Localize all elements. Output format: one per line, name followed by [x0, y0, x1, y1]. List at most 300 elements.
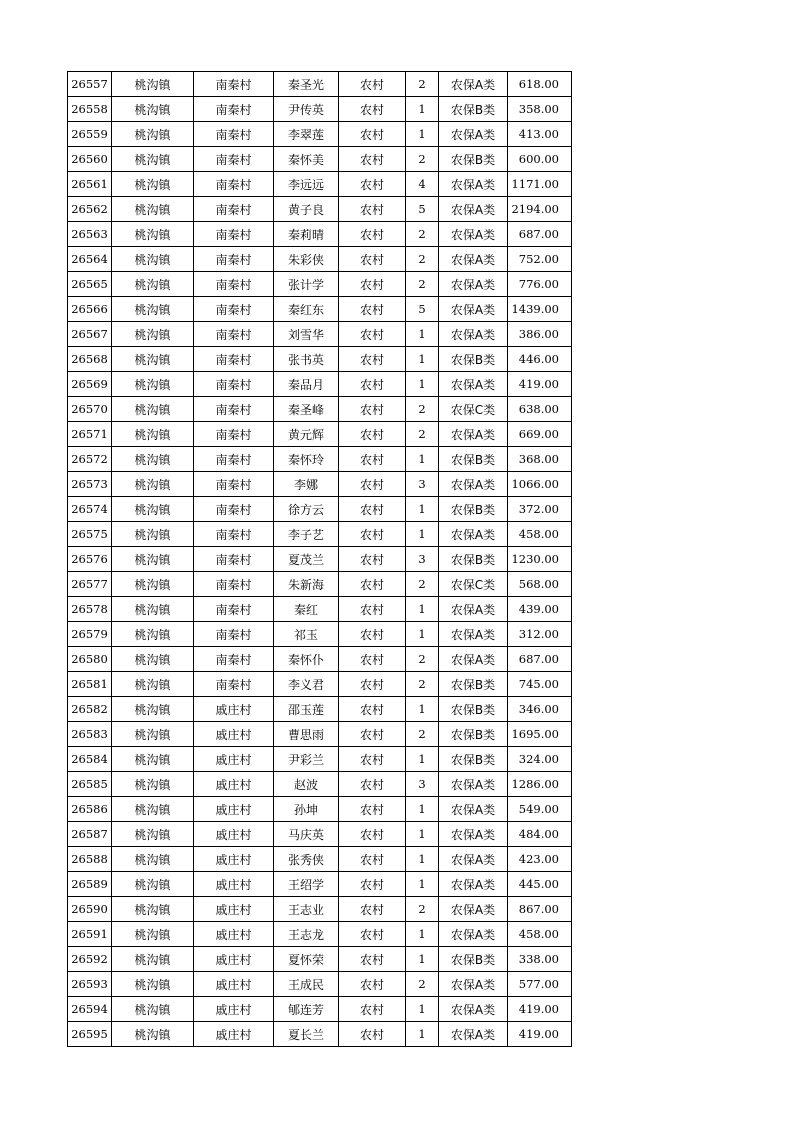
- village-cell: 南秦村: [194, 322, 274, 347]
- member-count-cell: 1: [406, 922, 439, 947]
- name-cell: 郇连芳: [274, 997, 339, 1022]
- town-cell: 桃沟镇: [112, 547, 194, 572]
- town-cell: 桃沟镇: [112, 97, 194, 122]
- amount-cell: 312.00: [508, 622, 572, 647]
- household-type-cell: 农村: [339, 997, 406, 1022]
- amount-cell: 419.00: [508, 1022, 572, 1047]
- village-cell: 南秦村: [194, 472, 274, 497]
- insurance-category-cell: 农保A类: [439, 297, 508, 322]
- record-id-cell: 26561: [68, 172, 112, 197]
- name-cell: 李娜: [274, 472, 339, 497]
- table-row: [68, 722, 572, 747]
- name-cell: 邵玉莲: [274, 697, 339, 722]
- name-cell: 李义君: [274, 672, 339, 697]
- household-type-cell: 农村: [339, 422, 406, 447]
- town-cell: 桃沟镇: [112, 672, 194, 697]
- member-count-cell: 2: [406, 672, 439, 697]
- insurance-category-cell: 农保B类: [439, 722, 508, 747]
- village-cell: 南秦村: [194, 272, 274, 297]
- table-row: [68, 122, 572, 147]
- table-row: [68, 747, 572, 772]
- table-row: [68, 297, 572, 322]
- town-cell: 桃沟镇: [112, 72, 194, 97]
- member-count-cell: 1: [406, 997, 439, 1022]
- name-cell: 秦圣光: [274, 72, 339, 97]
- amount-cell: 413.00: [508, 122, 572, 147]
- record-id-cell: 26586: [68, 797, 112, 822]
- table-row: [68, 72, 572, 97]
- amount-cell: 338.00: [508, 947, 572, 972]
- record-id-cell: 26574: [68, 497, 112, 522]
- name-cell: 王志龙: [274, 922, 339, 947]
- name-cell: 王成民: [274, 972, 339, 997]
- table-row: [68, 797, 572, 822]
- member-count-cell: 3: [406, 547, 439, 572]
- member-count-cell: 1: [406, 822, 439, 847]
- member-count-cell: 1: [406, 947, 439, 972]
- table-row: [68, 247, 572, 272]
- town-cell: 桃沟镇: [112, 422, 194, 447]
- household-type-cell: 农村: [339, 222, 406, 247]
- household-type-cell: 农村: [339, 1022, 406, 1047]
- town-cell: 桃沟镇: [112, 572, 194, 597]
- village-cell: 南秦村: [194, 72, 274, 97]
- amount-cell: 600.00: [508, 147, 572, 172]
- record-id-cell: 26579: [68, 622, 112, 647]
- insurance-category-cell: 农保A类: [439, 322, 508, 347]
- member-count-cell: 2: [406, 897, 439, 922]
- village-cell: 南秦村: [194, 247, 274, 272]
- name-cell: 徐方云: [274, 497, 339, 522]
- household-type-cell: 农村: [339, 172, 406, 197]
- record-id-cell: 26557: [68, 72, 112, 97]
- town-cell: 桃沟镇: [112, 272, 194, 297]
- record-id-cell: 26578: [68, 597, 112, 622]
- record-id-cell: 26559: [68, 122, 112, 147]
- town-cell: 桃沟镇: [112, 522, 194, 547]
- amount-cell: 745.00: [508, 672, 572, 697]
- village-cell: 南秦村: [194, 197, 274, 222]
- name-cell: 夏茂兰: [274, 547, 339, 572]
- village-cell: 戚庄村: [194, 697, 274, 722]
- village-cell: 南秦村: [194, 647, 274, 672]
- record-id-cell: 26565: [68, 272, 112, 297]
- amount-cell: 445.00: [508, 872, 572, 897]
- town-cell: 桃沟镇: [112, 197, 194, 222]
- insurance-category-cell: 农保A类: [439, 247, 508, 272]
- record-id-cell: 26575: [68, 522, 112, 547]
- town-cell: 桃沟镇: [112, 897, 194, 922]
- amount-cell: 568.00: [508, 572, 572, 597]
- household-type-cell: 农村: [339, 622, 406, 647]
- member-count-cell: 1: [406, 597, 439, 622]
- household-type-cell: 农村: [339, 97, 406, 122]
- village-cell: 戚庄村: [194, 872, 274, 897]
- name-cell: 王志业: [274, 897, 339, 922]
- amount-cell: 638.00: [508, 397, 572, 422]
- member-count-cell: 2: [406, 72, 439, 97]
- town-cell: 桃沟镇: [112, 797, 194, 822]
- household-type-cell: 农村: [339, 972, 406, 997]
- insurance-category-cell: 农保B类: [439, 347, 508, 372]
- village-cell: 南秦村: [194, 447, 274, 472]
- member-count-cell: 1: [406, 522, 439, 547]
- town-cell: 桃沟镇: [112, 297, 194, 322]
- name-cell: 曹思雨: [274, 722, 339, 747]
- name-cell: 朱新海: [274, 572, 339, 597]
- household-type-cell: 农村: [339, 722, 406, 747]
- table-row: [68, 572, 572, 597]
- village-cell: 南秦村: [194, 172, 274, 197]
- village-cell: 南秦村: [194, 347, 274, 372]
- record-id-cell: 26569: [68, 372, 112, 397]
- record-id-cell: 26558: [68, 97, 112, 122]
- insurance-category-cell: 农保A类: [439, 222, 508, 247]
- record-id-cell: 26563: [68, 222, 112, 247]
- member-count-cell: 1: [406, 847, 439, 872]
- table-row: [68, 622, 572, 647]
- member-count-cell: 1: [406, 372, 439, 397]
- member-count-cell: 1: [406, 347, 439, 372]
- household-type-cell: 农村: [339, 672, 406, 697]
- household-type-cell: 农村: [339, 72, 406, 97]
- village-cell: 戚庄村: [194, 847, 274, 872]
- household-type-cell: 农村: [339, 647, 406, 672]
- amount-cell: 358.00: [508, 97, 572, 122]
- insurance-category-cell: 农保B类: [439, 697, 508, 722]
- name-cell: 黄元辉: [274, 422, 339, 447]
- record-id-cell: 26585: [68, 772, 112, 797]
- amount-cell: 669.00: [508, 422, 572, 447]
- member-count-cell: 2: [406, 397, 439, 422]
- insurance-category-cell: 农保B类: [439, 447, 508, 472]
- village-cell: 南秦村: [194, 597, 274, 622]
- record-id-cell: 26595: [68, 1022, 112, 1047]
- town-cell: 桃沟镇: [112, 922, 194, 947]
- member-count-cell: 1: [406, 447, 439, 472]
- amount-cell: 386.00: [508, 322, 572, 347]
- member-count-cell: 1: [406, 122, 439, 147]
- insurance-category-cell: 农保C类: [439, 397, 508, 422]
- name-cell: 李子艺: [274, 522, 339, 547]
- table-row: [68, 847, 572, 872]
- table-row: [68, 347, 572, 372]
- town-cell: 桃沟镇: [112, 172, 194, 197]
- record-id-cell: 26568: [68, 347, 112, 372]
- name-cell: 夏怀荣: [274, 947, 339, 972]
- table-row: [68, 222, 572, 247]
- name-cell: 祁玉: [274, 622, 339, 647]
- village-cell: 南秦村: [194, 547, 274, 572]
- amount-cell: 346.00: [508, 697, 572, 722]
- member-count-cell: 5: [406, 297, 439, 322]
- table-row: [68, 497, 572, 522]
- record-id-cell: 26588: [68, 847, 112, 872]
- table-row: [68, 947, 572, 972]
- town-cell: 桃沟镇: [112, 347, 194, 372]
- town-cell: 桃沟镇: [112, 647, 194, 672]
- name-cell: 黄子良: [274, 197, 339, 222]
- name-cell: 王绍学: [274, 872, 339, 897]
- amount-cell: 1695.00: [508, 722, 572, 747]
- member-count-cell: 3: [406, 772, 439, 797]
- amount-cell: 419.00: [508, 372, 572, 397]
- name-cell: 张计学: [274, 272, 339, 297]
- amount-cell: 458.00: [508, 922, 572, 947]
- record-id-cell: 26590: [68, 897, 112, 922]
- member-count-cell: 2: [406, 572, 439, 597]
- member-count-cell: 2: [406, 272, 439, 297]
- town-cell: 桃沟镇: [112, 472, 194, 497]
- name-cell: 秦圣峰: [274, 397, 339, 422]
- village-cell: 戚庄村: [194, 897, 274, 922]
- household-type-cell: 农村: [339, 447, 406, 472]
- record-id-cell: 26580: [68, 647, 112, 672]
- table-row: [68, 872, 572, 897]
- insurance-category-cell: 农保A类: [439, 72, 508, 97]
- insurance-category-cell: 农保A类: [439, 972, 508, 997]
- name-cell: 秦莉晴: [274, 222, 339, 247]
- household-type-cell: 农村: [339, 597, 406, 622]
- name-cell: 李翠莲: [274, 122, 339, 147]
- town-cell: 桃沟镇: [112, 122, 194, 147]
- village-cell: 戚庄村: [194, 772, 274, 797]
- insurance-category-cell: 农保A类: [439, 797, 508, 822]
- member-count-cell: 1: [406, 1022, 439, 1047]
- member-count-cell: 1: [406, 622, 439, 647]
- insurance-category-cell: 农保A类: [439, 922, 508, 947]
- insurance-category-cell: 农保A类: [439, 822, 508, 847]
- record-id-cell: 26582: [68, 697, 112, 722]
- insurance-category-cell: 农保A类: [439, 772, 508, 797]
- member-count-cell: 1: [406, 747, 439, 772]
- amount-cell: 372.00: [508, 497, 572, 522]
- village-cell: 南秦村: [194, 122, 274, 147]
- insurance-category-cell: 农保B类: [439, 947, 508, 972]
- household-type-cell: 农村: [339, 472, 406, 497]
- name-cell: 马庆英: [274, 822, 339, 847]
- table-row: [68, 272, 572, 297]
- town-cell: 桃沟镇: [112, 597, 194, 622]
- insurance-category-cell: 农保B类: [439, 147, 508, 172]
- name-cell: 赵波: [274, 772, 339, 797]
- member-count-cell: 2: [406, 222, 439, 247]
- record-id-cell: 26583: [68, 722, 112, 747]
- amount-cell: 368.00: [508, 447, 572, 472]
- insurance-category-cell: 农保A类: [439, 522, 508, 547]
- town-cell: 桃沟镇: [112, 247, 194, 272]
- member-count-cell: 3: [406, 472, 439, 497]
- insurance-category-cell: 农保A类: [439, 172, 508, 197]
- record-id-cell: 26581: [68, 672, 112, 697]
- name-cell: 秦怀玲: [274, 447, 339, 472]
- town-cell: 桃沟镇: [112, 847, 194, 872]
- member-count-cell: 2: [406, 972, 439, 997]
- record-id-cell: 26591: [68, 922, 112, 947]
- member-count-cell: 1: [406, 97, 439, 122]
- town-cell: 桃沟镇: [112, 947, 194, 972]
- town-cell: 桃沟镇: [112, 447, 194, 472]
- table-row: [68, 772, 572, 797]
- insurance-category-cell: 农保A类: [439, 872, 508, 897]
- amount-cell: 687.00: [508, 647, 572, 672]
- amount-cell: 577.00: [508, 972, 572, 997]
- insurance-category-cell: 农保B类: [439, 747, 508, 772]
- name-cell: 秦红东: [274, 297, 339, 322]
- village-cell: 南秦村: [194, 497, 274, 522]
- table-row: [68, 647, 572, 672]
- table-row: [68, 972, 572, 997]
- insurance-category-cell: 农保A类: [439, 597, 508, 622]
- insurance-category-cell: 农保A类: [439, 422, 508, 447]
- amount-cell: 484.00: [508, 822, 572, 847]
- record-id-cell: 26577: [68, 572, 112, 597]
- insurance-category-cell: 农保A类: [439, 1022, 508, 1047]
- household-type-cell: 农村: [339, 522, 406, 547]
- amount-cell: 618.00: [508, 72, 572, 97]
- amount-cell: 752.00: [508, 247, 572, 272]
- member-count-cell: 1: [406, 697, 439, 722]
- town-cell: 桃沟镇: [112, 397, 194, 422]
- table-row: [68, 447, 572, 472]
- town-cell: 桃沟镇: [112, 322, 194, 347]
- insurance-category-cell: 农保A类: [439, 647, 508, 672]
- table-row: [68, 472, 572, 497]
- table-row: [68, 897, 572, 922]
- household-type-cell: 农村: [339, 822, 406, 847]
- amount-cell: 776.00: [508, 272, 572, 297]
- amount-cell: 419.00: [508, 997, 572, 1022]
- town-cell: 桃沟镇: [112, 772, 194, 797]
- town-cell: 桃沟镇: [112, 697, 194, 722]
- insurance-category-cell: 农保A类: [439, 847, 508, 872]
- amount-cell: 549.00: [508, 797, 572, 822]
- amount-cell: 439.00: [508, 597, 572, 622]
- village-cell: 南秦村: [194, 97, 274, 122]
- town-cell: 桃沟镇: [112, 997, 194, 1022]
- member-count-cell: 5: [406, 197, 439, 222]
- record-id-cell: 26593: [68, 972, 112, 997]
- table-row: [68, 997, 572, 1022]
- table-row: [68, 197, 572, 222]
- insurance-category-cell: 农保B类: [439, 97, 508, 122]
- insurance-category-cell: 农保A类: [439, 997, 508, 1022]
- record-id-cell: 26562: [68, 197, 112, 222]
- insurance-category-cell: 农保A类: [439, 622, 508, 647]
- village-cell: 戚庄村: [194, 922, 274, 947]
- name-cell: 秦红: [274, 597, 339, 622]
- town-cell: 桃沟镇: [112, 497, 194, 522]
- town-cell: 桃沟镇: [112, 1022, 194, 1047]
- household-type-cell: 农村: [339, 547, 406, 572]
- town-cell: 桃沟镇: [112, 147, 194, 172]
- name-cell: 秦品月: [274, 372, 339, 397]
- table-row: [68, 372, 572, 397]
- table-row: [68, 97, 572, 122]
- record-id-cell: 26587: [68, 822, 112, 847]
- household-type-cell: 农村: [339, 872, 406, 897]
- amount-cell: 1439.00: [508, 297, 572, 322]
- amount-cell: 458.00: [508, 522, 572, 547]
- insurance-category-cell: 农保B类: [439, 497, 508, 522]
- village-cell: 南秦村: [194, 147, 274, 172]
- village-cell: 南秦村: [194, 397, 274, 422]
- record-id-cell: 26594: [68, 997, 112, 1022]
- insurance-category-cell: 农保A类: [439, 472, 508, 497]
- table-row: [68, 672, 572, 697]
- name-cell: 秦怀美: [274, 147, 339, 172]
- household-type-cell: 农村: [339, 797, 406, 822]
- name-cell: 张书英: [274, 347, 339, 372]
- amount-cell: 867.00: [508, 897, 572, 922]
- record-id-cell: 26570: [68, 397, 112, 422]
- village-cell: 南秦村: [194, 672, 274, 697]
- name-cell: 夏长兰: [274, 1022, 339, 1047]
- table-row: [68, 422, 572, 447]
- member-count-cell: 1: [406, 797, 439, 822]
- record-id-cell: 26584: [68, 747, 112, 772]
- amount-cell: 687.00: [508, 222, 572, 247]
- record-id-cell: 26567: [68, 322, 112, 347]
- amount-cell: 2194.00: [508, 197, 572, 222]
- record-id-cell: 26564: [68, 247, 112, 272]
- amount-cell: 1230.00: [508, 547, 572, 572]
- village-cell: 南秦村: [194, 622, 274, 647]
- insurance-category-cell: 农保A类: [439, 372, 508, 397]
- household-type-cell: 农村: [339, 897, 406, 922]
- table-row: [68, 597, 572, 622]
- member-count-cell: 2: [406, 722, 439, 747]
- village-cell: 戚庄村: [194, 972, 274, 997]
- member-count-cell: 1: [406, 497, 439, 522]
- town-cell: 桃沟镇: [112, 747, 194, 772]
- name-cell: 尹彩兰: [274, 747, 339, 772]
- village-cell: 戚庄村: [194, 722, 274, 747]
- record-id-cell: 26592: [68, 947, 112, 972]
- household-type-cell: 农村: [339, 247, 406, 272]
- household-type-cell: 农村: [339, 297, 406, 322]
- town-cell: 桃沟镇: [112, 872, 194, 897]
- table-row: [68, 397, 572, 422]
- table-row: [68, 522, 572, 547]
- amount-cell: 324.00: [508, 747, 572, 772]
- household-type-cell: 农村: [339, 947, 406, 972]
- village-cell: 南秦村: [194, 422, 274, 447]
- insurance-category-cell: 农保A类: [439, 897, 508, 922]
- amount-cell: 1066.00: [508, 472, 572, 497]
- record-id-cell: 26560: [68, 147, 112, 172]
- table-row: [68, 547, 572, 572]
- name-cell: 刘雪华: [274, 322, 339, 347]
- household-type-cell: 农村: [339, 497, 406, 522]
- record-id-cell: 26571: [68, 422, 112, 447]
- table-row: [68, 697, 572, 722]
- table-row: [68, 147, 572, 172]
- household-type-cell: 农村: [339, 122, 406, 147]
- village-cell: 戚庄村: [194, 1022, 274, 1047]
- town-cell: 桃沟镇: [112, 222, 194, 247]
- village-cell: 南秦村: [194, 297, 274, 322]
- town-cell: 桃沟镇: [112, 372, 194, 397]
- name-cell: 秦怀仆: [274, 647, 339, 672]
- village-cell: 南秦村: [194, 222, 274, 247]
- insurance-category-cell: 农保A类: [439, 122, 508, 147]
- town-cell: 桃沟镇: [112, 622, 194, 647]
- member-count-cell: 4: [406, 172, 439, 197]
- amount-cell: 423.00: [508, 847, 572, 872]
- village-cell: 南秦村: [194, 522, 274, 547]
- household-type-cell: 农村: [339, 272, 406, 297]
